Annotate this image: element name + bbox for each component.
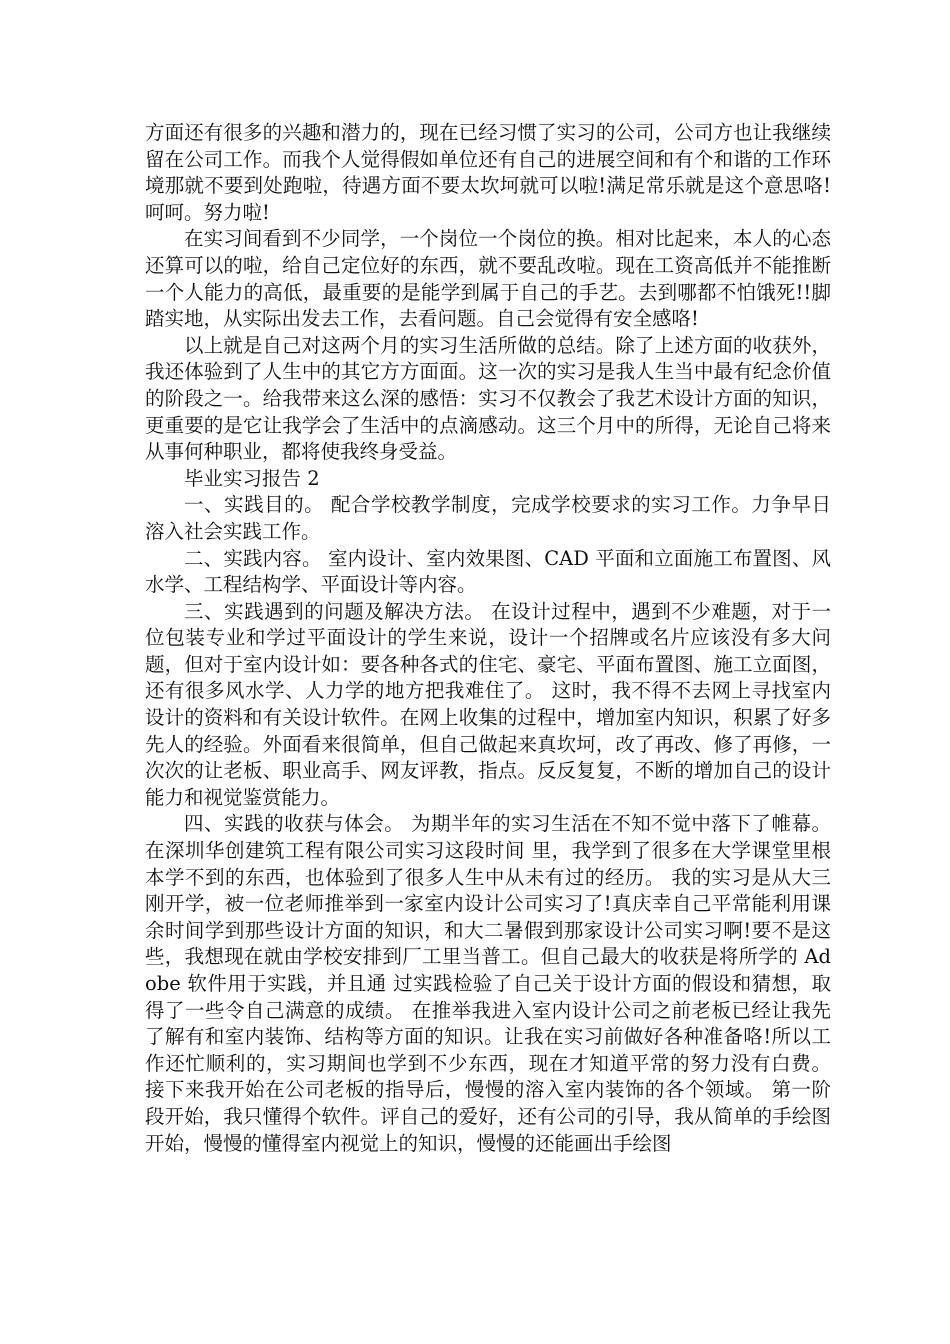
paragraph-practice-purpose: 一、实践目的。 配合学校教学制度，完成学校要求的实习工作。力争早日溶入社会实践工作。 (145, 493, 831, 543)
document-body (145, 120, 831, 1157)
section-heading-report-2: 毕业实习报告 2 (184, 466, 320, 490)
paragraph-classmates: 在实习间看到不少同学，一个岗位一个岗位的换。相对比起来，本人的心态还算可以的啦，给自己定位好的东西，就不要乱改啦。现在工资高低并不能推断一个人能力的高低，最重要的是能学到属于自己的手艺。去到哪都不怕饿死!!脚踏实地，从实际出发去工作，去看问题。自己会觉得有安全感咯! (145, 227, 831, 331)
paragraph-continuation: 方面还有很多的兴趣和潜力的，现在已经习惯了实习的公司，公司方也让我继续留在公司工作。而我个人觉得假如单位还有自己的进展空间和有个和谐的工作环境那就不要到处跑啦，待遇方面不要太坎坷就可以啦!满足常乐就是这个意思咯!呵呵。努力啦! (145, 121, 831, 224)
paragraph-summary: 以上就是自己对这两个月的实习生活所做的总结。除了上述方面的收获外，我还体验到了人生中的其它方方面面。这一次的实习是我人生当中最有纪念价值的阶段之一。给我带来这么深的感悟：实习不仅教会了我艺术设计方面的知识，更重要的是它让我学会了生活中的点滴感动。这三个月中的所得，无论自己将来从事何种职业，都将使我终身受益。 (145, 333, 831, 464)
paragraph-gains-experience: 四、实践的收获与体会。 为期半年的实习生活在不知不觉中落下了帷幕。在深圳华创建筑工程有限公司实习这段时间 里，我学到了很多在大学课堂里根本学不到的东西，也体验到了很多人生中从未有过的经历。 我的实习是从大三刚开学，被一位老师推举到一家室内设计公司实习了!真庆幸自己平常能利用课余时间学到那些设计方面的知识，和大二暑假到那家设计公司实习啊!要不是这些，我想现在就由学校安排到厂工里当普工。但自己最大的收获是将所学的 Adobe 软件用于实践，并且通 过实践检验了自己关于设计方面的假设和猜想，取得了一些令自己满意的成绩。 在推举我进入室内设计公司之前老板已经让我先了解有和室内装饰、结构等方面的知识。让我在实习前做好各种准备咯!所以工作还忙顺利的，实习期间也学到不少东西，现在才知道平常的努力没有白费。 接下来我开始在公司老板的指导后，慢慢的溶入室内装饰的各个领域。 第一阶段开始，我只懂得个软件。评自己的爱好，还有公司的引导，我从简单的手绘图开始，慢慢的懂得室内视觉上的知识，慢慢的还能画出手绘图 (145, 812, 831, 1155)
paragraph-problems-solutions: 三、实践遇到的问题及解决方法。 在设计过程中，遇到不少难题，对于一位包装专业和学过平面设计的学生来说，设计一个招牌或名片应该没有多大问题，但对于室内设计如：要各种各式的住宅、豪宅、平面布置图、施工立面图，还有很多风水学、人力学的地方把我难住了。 这时，我不得不去网上寻找室内设计的资料和有关设计软件。在网上收集的过程中，增加室内知识，积累了好多先人的经验。外面看来很简单，但自己做起来真坎坷，改了再改、修了再修，一次次的让老板、职业高手、网友评教，指点。反反复复，不断的增加自己的设计能力和视觉鉴赏能力。 (145, 599, 831, 809)
paragraph-practice-content: 二、实践内容。 室内设计、室内效果图、CAD 平面和立面施工布置图、风水学、工程结构学、平面设计等内容。 (145, 546, 831, 597)
